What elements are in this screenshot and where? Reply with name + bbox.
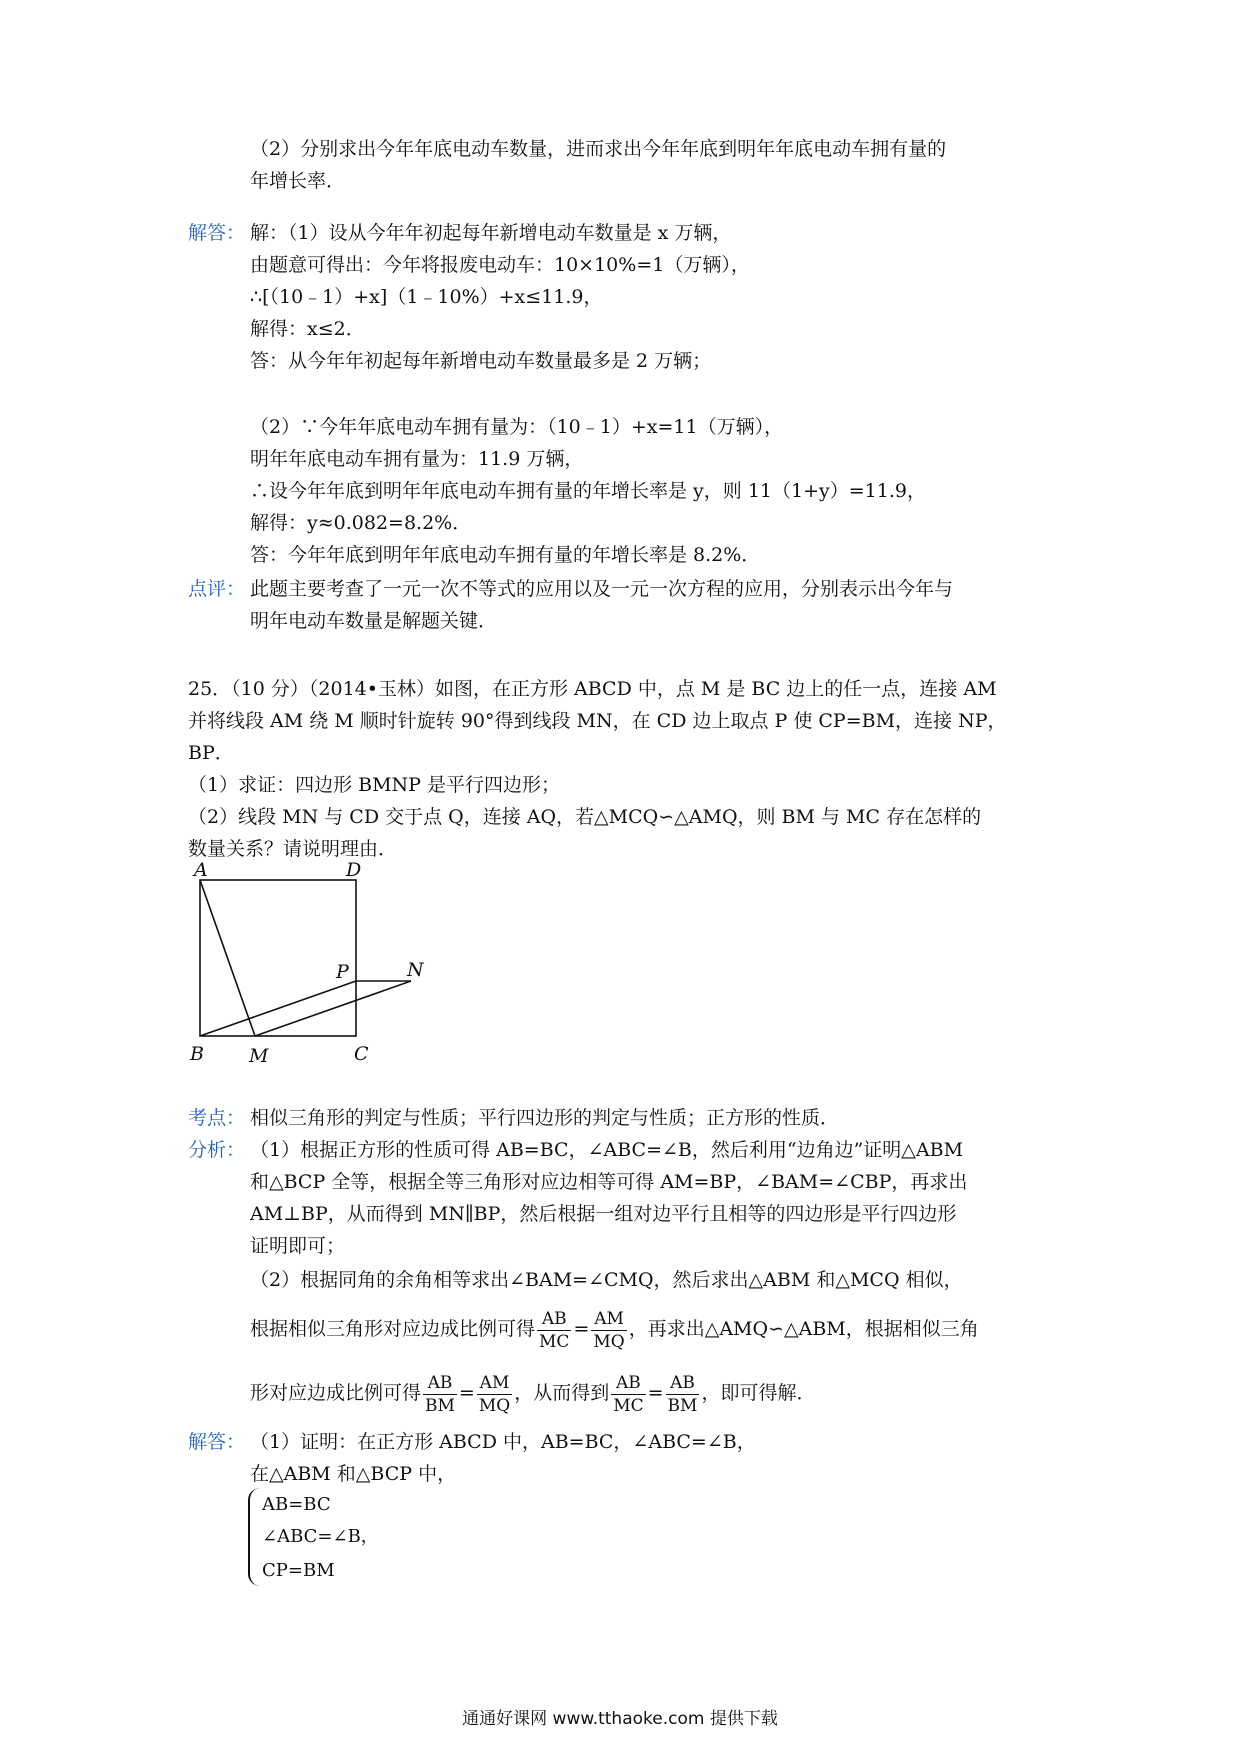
jieda-line: 在△ABM 和△BCP 中， (250, 1463, 457, 1485)
denominator: MQ (593, 1331, 625, 1352)
answer-line: 明年年底电动车拥有量为：11.9 万辆， (250, 448, 584, 470)
page-footer: 通通好课网 www.tthaoke.com 提供下载 (462, 1709, 778, 1729)
denominator: BM (667, 1395, 698, 1416)
numerator: AB (611, 1372, 645, 1395)
fraction-ab-bm (666, 1372, 700, 1417)
geometry-figure (180, 862, 440, 1072)
fenxi-fraction-line-2 (250, 1367, 815, 1419)
fraction-ab-mc (537, 1308, 571, 1353)
square-abcd (200, 880, 356, 1036)
comment-tag: 点评： (188, 578, 246, 600)
q25-stem-line: 25．（10 分）（2014•玉林）如图，在正方形 ABCD 中，点 M 是 BC 边上的任一点，连接 AM (188, 678, 997, 700)
equals-sign: = (573, 1318, 590, 1340)
q25-stem-line: 数量关系？请说明理由． (188, 838, 398, 860)
system-eq: CP=BM (262, 1560, 335, 1581)
comment-line: 明年电动车数量是解题关键． (250, 610, 498, 632)
answer-line: 由题意可得出：今年将报废电动车：10×10%=1（万辆）， (250, 254, 750, 276)
segment-am (200, 880, 255, 1036)
jieda-line: （1）证明：在正方形 ABCD 中，AB=BC，∠ABC=∠B， (250, 1431, 756, 1453)
kaodian-text: 相似三角形的判定与性质；平行四边形的判定与性质；正方形的性质． (250, 1107, 840, 1129)
q25-stem-line: （2）线段 MN 与 CD 交于点 Q，连接 AQ，若△MCQ∽△AMQ，则 BM 与 MC 存在怎样的 (188, 806, 982, 828)
denominator: MC (613, 1395, 644, 1416)
fenxi-line: AM⊥BP，从而得到 MN∥BP，然后根据一组对边平行且相等的四边形是平行四边形 (250, 1203, 957, 1225)
q25-stem-line: 并将线段 AM 绕 M 顺时针旋转 90°得到线段 MN，在 CD 边上取点 P 使 CP=BM，连接 NP， (188, 710, 1007, 732)
denominator: MQ (478, 1395, 511, 1416)
fenxi-tag: 分析： (188, 1139, 246, 1161)
equals-sign: = (647, 1382, 664, 1404)
q24-part2-line2: 年增长率． (250, 170, 346, 192)
label-p: P (336, 961, 349, 983)
q25-stem-line: BP． (188, 742, 234, 764)
fenxi-line: （2）根据同角的余角相等求出∠BAM=∠CMQ，然后求出△ABM 和△MCQ 相似， (250, 1269, 963, 1291)
numerator: AM (591, 1308, 626, 1331)
answer-line: 解：（1）设从今年年初起每年新增电动车数量是 x 万辆， (250, 222, 732, 244)
equals-sign: = (458, 1382, 475, 1404)
label-c: C (354, 1043, 369, 1065)
comment-line: 此题主要考查了一元一次不等式的应用以及一元一次方程的应用，分别表示出今年与 (250, 578, 954, 600)
fenxi-line: 和△BCP 全等，根据全等三角形对应边相等可得 AM=BP，∠BAM=∠CBP，再求出 (250, 1171, 968, 1193)
fraction-ab-mc (611, 1372, 645, 1417)
kaodian-tag: 考点： (188, 1107, 246, 1129)
fenxi-line: （1）根据正方形的性质可得 AB=BC，∠ABC=∠B，然后利用“边角边”证明△ABM (250, 1139, 964, 1161)
q25-stem-line: （1）求证：四边形 BMNP 是平行四边形； (188, 774, 560, 796)
numerator: AM (477, 1372, 512, 1395)
q24-part2-line1: （2）分别求出今年年底电动车数量，进而求出今年年底到明年年底电动车拥有量的 (250, 138, 947, 160)
fenxi-text: ，即可得解． (701, 1382, 816, 1404)
fenxi-fraction-line-1 (250, 1303, 979, 1355)
system-eq: AB=BC (262, 1494, 331, 1515)
system-brace (248, 1488, 260, 1586)
answer-tag: 解答： (188, 222, 246, 244)
answer-line: ∴设今年年底到明年年底电动车拥有量的年增长率是 y，则 11（1+y）=11.9， (250, 480, 926, 502)
label-d: D (346, 862, 362, 881)
denominator: BM (425, 1395, 455, 1416)
numerator: AB (537, 1308, 571, 1331)
fraction-am-mq (591, 1308, 626, 1353)
numerator: AB (423, 1372, 457, 1395)
fenxi-text: 形对应边成比例可得 (250, 1382, 422, 1404)
fenxi-text: ，再求出△AMQ∽△ABM，根据相似三角 (628, 1318, 979, 1340)
fenxi-line: 证明即可； (250, 1235, 346, 1257)
fraction-ab-bm (423, 1372, 457, 1417)
answer-line: 解得：x≤2． (250, 318, 365, 340)
numerator: AB (666, 1372, 700, 1395)
fraction-am-mq (477, 1372, 512, 1417)
system-eq: ∠ABC=∠B， (262, 1526, 379, 1547)
label-b: B (190, 1043, 204, 1065)
fenxi-text: 根据相似三角形对应边成比例可得 (250, 1318, 536, 1340)
answer-line: 答：从今年年初起每年新增电动车数量最多是 2 万辆； (250, 350, 712, 372)
label-m: M (249, 1045, 269, 1067)
fenxi-text: ，从而得到 (514, 1382, 610, 1404)
answer-line: ∴[（10﹣1）+x]（1﹣10%）+x≤11.9， (250, 286, 603, 308)
answer-line: （2）∵今年年底电动车拥有量为：（10﹣1）+x=11（万辆）， (250, 416, 784, 438)
denominator: MC (539, 1331, 570, 1352)
label-a: A (194, 862, 208, 881)
answer-line: 答：今年年底到明年年底电动车拥有量的年增长率是 8.2%． (250, 544, 761, 566)
jieda-tag: 解答： (188, 1431, 246, 1453)
answer-line: 解得：y≈0.082=8.2%． (250, 512, 472, 534)
label-n: N (407, 959, 424, 981)
